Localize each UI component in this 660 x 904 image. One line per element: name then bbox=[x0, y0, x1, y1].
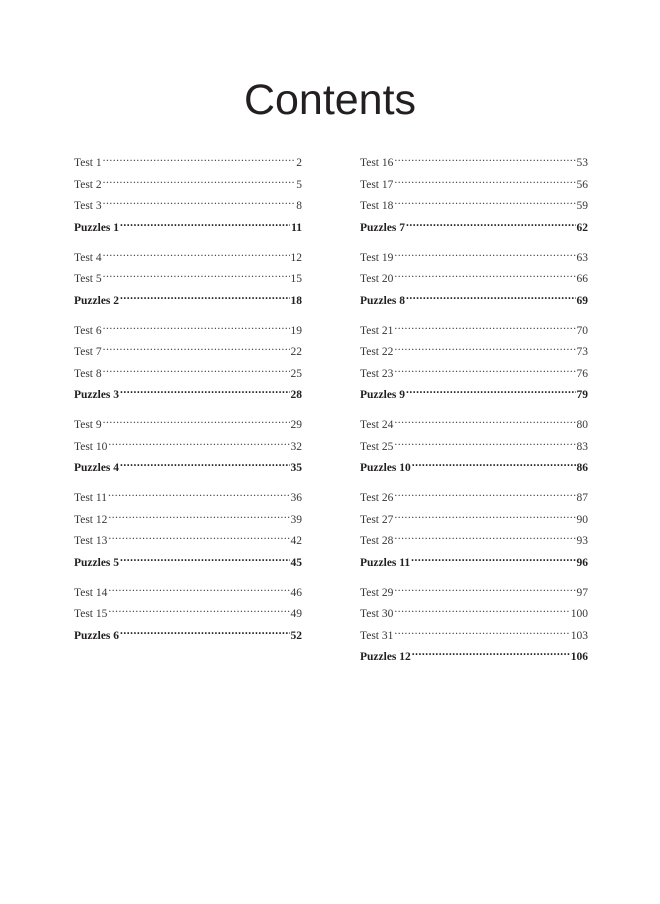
toc-entry-page-number: 63 bbox=[576, 251, 588, 261]
toc-dot-leader bbox=[412, 644, 570, 660]
toc-dot-leader bbox=[406, 382, 575, 398]
toc-test-entry bbox=[74, 580, 302, 596]
toc-entry-page-number: 49 bbox=[290, 608, 302, 617]
toc-dot-leader bbox=[394, 361, 575, 377]
toc-dot-leader bbox=[394, 601, 569, 617]
toc-entry-label: Test 21 bbox=[360, 324, 394, 334]
toc-dot-leader bbox=[120, 550, 289, 566]
toc-right-column bbox=[360, 150, 588, 674]
toc-dot-leader bbox=[103, 266, 290, 282]
toc-test-entry bbox=[74, 150, 302, 166]
toc-entry-label: Test 5 bbox=[74, 273, 102, 282]
toc-test-entry bbox=[360, 318, 588, 334]
toc-entry-page-number: 103 bbox=[570, 629, 588, 639]
toc-entry-label: Test 26 bbox=[360, 492, 394, 501]
toc-dot-leader bbox=[394, 507, 575, 523]
toc-entry-page-number: 56 bbox=[576, 178, 588, 188]
toc-dot-leader bbox=[103, 150, 296, 166]
toc-entry-page-number: 96 bbox=[576, 556, 588, 566]
toc-entry-label: Puzzles 7 bbox=[360, 221, 406, 231]
toc-test-entry bbox=[360, 172, 588, 188]
toc-entry-page-number: 29 bbox=[290, 419, 302, 428]
toc-entry-page-number: 90 bbox=[576, 513, 588, 523]
toc-entry-label: Puzzles 4 bbox=[74, 462, 120, 471]
toc-test-entry bbox=[360, 528, 588, 544]
toc-entry-label: Test 27 bbox=[360, 513, 394, 523]
toc-entry-page-number: 8 bbox=[296, 200, 302, 209]
toc-entry-label: Test 16 bbox=[360, 157, 394, 166]
toc-entry-label: Test 4 bbox=[74, 251, 102, 261]
toc-test-entry bbox=[360, 580, 588, 596]
toc-entry-page-number: 46 bbox=[290, 586, 302, 596]
toc-test-entry bbox=[74, 361, 302, 377]
toc-test-entry bbox=[360, 601, 588, 617]
toc-entry-label: Test 7 bbox=[74, 346, 102, 355]
toc-dot-leader bbox=[394, 193, 575, 209]
toc-entry-page-number: 25 bbox=[290, 367, 302, 377]
toc-puzzles-entry bbox=[360, 455, 588, 471]
toc-dot-leader bbox=[394, 318, 575, 334]
toc-entry-page-number: 97 bbox=[576, 586, 588, 596]
toc-entry-page-number: 70 bbox=[576, 324, 588, 334]
toc-entry-label: Test 28 bbox=[360, 535, 394, 544]
toc-dot-leader bbox=[108, 601, 289, 617]
toc-test-entry bbox=[74, 412, 302, 428]
toc-entry-page-number: 66 bbox=[576, 273, 588, 282]
toc-dot-leader bbox=[108, 528, 289, 544]
toc-test-entry bbox=[74, 528, 302, 544]
toc-entry-page-number: 52 bbox=[290, 629, 302, 639]
toc-entry-page-number: 76 bbox=[576, 367, 588, 377]
toc-dot-leader bbox=[406, 215, 575, 231]
toc-dot-leader bbox=[103, 412, 290, 428]
toc-entry-label: Puzzles 10 bbox=[360, 462, 411, 471]
toc-entry-label: Test 6 bbox=[74, 324, 102, 334]
toc-test-entry bbox=[74, 601, 302, 617]
toc-entry-page-number: 11 bbox=[291, 221, 302, 231]
toc-puzzles-entry bbox=[74, 288, 302, 304]
toc-entry-page-number: 80 bbox=[576, 419, 588, 428]
toc-entry-page-number: 45 bbox=[290, 556, 302, 566]
toc-test-entry bbox=[360, 339, 588, 355]
toc-test-entry bbox=[74, 318, 302, 334]
toc-entry-label: Test 12 bbox=[74, 513, 108, 523]
toc-entry-label: Test 30 bbox=[360, 608, 394, 617]
toc-test-entry bbox=[74, 172, 302, 188]
toc-puzzles-entry bbox=[360, 550, 588, 566]
toc-dot-leader bbox=[394, 580, 575, 596]
toc-entry-label: Puzzles 12 bbox=[360, 651, 411, 660]
toc-entry-label: Test 13 bbox=[74, 535, 108, 544]
toc-entry-page-number: 100 bbox=[570, 608, 588, 617]
toc-entry-page-number: 12 bbox=[290, 251, 302, 261]
toc-entry-page-number: 69 bbox=[576, 294, 588, 304]
toc-test-entry bbox=[74, 339, 302, 355]
toc-test-entry bbox=[74, 434, 302, 450]
toc-dot-leader bbox=[394, 339, 575, 355]
toc-dot-leader bbox=[108, 580, 289, 596]
toc-dot-leader bbox=[108, 434, 289, 450]
toc-entry-label: Test 2 bbox=[74, 178, 102, 188]
toc-dot-leader bbox=[394, 172, 575, 188]
toc-entry-label: Test 8 bbox=[74, 367, 102, 377]
toc-dot-leader bbox=[394, 266, 575, 282]
toc-entry-page-number: 36 bbox=[290, 492, 302, 501]
toc-puzzles-entry bbox=[360, 288, 588, 304]
toc-entry-page-number: 28 bbox=[290, 389, 302, 398]
toc-test-entry bbox=[360, 361, 588, 377]
toc-puzzles-entry bbox=[74, 455, 302, 471]
toc-dot-leader bbox=[411, 550, 575, 566]
toc-entry-label: Test 22 bbox=[360, 346, 394, 355]
toc-entry-label: Puzzles 11 bbox=[360, 556, 411, 566]
toc-entry-page-number: 5 bbox=[296, 178, 302, 188]
toc-test-entry bbox=[360, 193, 588, 209]
toc-test-entry bbox=[74, 266, 302, 282]
toc-dot-leader bbox=[103, 193, 296, 209]
page-title: Contents bbox=[243, 76, 417, 124]
toc-entry-page-number: 15 bbox=[290, 273, 302, 282]
toc-dot-leader bbox=[406, 288, 575, 304]
toc-left-column bbox=[74, 150, 302, 653]
toc-test-entry bbox=[74, 507, 302, 523]
toc-test-entry bbox=[360, 266, 588, 282]
toc-entry-page-number: 93 bbox=[576, 535, 588, 544]
toc-puzzles-entry bbox=[74, 550, 302, 566]
toc-test-entry bbox=[360, 412, 588, 428]
toc-entry-page-number: 87 bbox=[576, 492, 588, 501]
toc-dot-leader bbox=[394, 412, 575, 428]
toc-test-entry bbox=[360, 150, 588, 166]
toc-dot-leader bbox=[394, 623, 569, 639]
toc-dot-leader bbox=[120, 288, 289, 304]
toc-entry-label: Test 31 bbox=[360, 629, 394, 639]
toc-entry-page-number: 106 bbox=[570, 651, 588, 660]
toc-dot-leader bbox=[394, 434, 575, 450]
toc-entry-label: Test 18 bbox=[360, 200, 394, 209]
toc-dot-leader bbox=[103, 339, 290, 355]
toc-entry-label: Test 24 bbox=[360, 419, 394, 428]
toc-dot-leader bbox=[108, 485, 290, 501]
toc-entry-page-number: 32 bbox=[290, 440, 302, 450]
toc-entry-page-number: 35 bbox=[290, 462, 302, 471]
toc-dot-leader bbox=[103, 245, 290, 261]
toc-entry-label: Test 29 bbox=[360, 586, 394, 596]
toc-dot-leader bbox=[108, 507, 289, 523]
toc-entry-page-number: 19 bbox=[290, 324, 302, 334]
toc-entry-page-number: 39 bbox=[290, 513, 302, 523]
toc-entry-page-number: 53 bbox=[576, 157, 588, 166]
toc-entry-label: Test 15 bbox=[74, 608, 108, 617]
toc-test-entry bbox=[74, 245, 302, 261]
toc-dot-leader bbox=[120, 455, 289, 471]
toc-dot-leader bbox=[120, 623, 289, 639]
toc-dot-leader bbox=[394, 528, 575, 544]
toc-entry-label: Puzzles 8 bbox=[360, 294, 406, 304]
toc-puzzles-entry bbox=[74, 215, 302, 231]
toc-entry-page-number: 22 bbox=[290, 346, 302, 355]
toc-test-entry bbox=[74, 193, 302, 209]
toc-entry-label: Puzzles 5 bbox=[74, 556, 120, 566]
toc-test-entry bbox=[360, 485, 588, 501]
toc-entry-label: Test 20 bbox=[360, 273, 394, 282]
toc-test-entry bbox=[360, 623, 588, 639]
toc-puzzles-entry bbox=[74, 382, 302, 398]
toc-entry-label: Test 25 bbox=[360, 440, 394, 450]
toc-entry-page-number: 86 bbox=[576, 462, 588, 471]
toc-entry-label: Puzzles 2 bbox=[74, 294, 120, 304]
toc-entry-label: Test 1 bbox=[74, 157, 102, 166]
toc-entry-page-number: 83 bbox=[576, 440, 588, 450]
toc-test-entry bbox=[360, 434, 588, 450]
toc-puzzles-entry bbox=[360, 644, 588, 660]
toc-dot-leader bbox=[412, 455, 576, 471]
toc-entry-label: Puzzles 3 bbox=[74, 389, 120, 398]
toc-puzzles-entry bbox=[360, 215, 588, 231]
toc-dot-leader bbox=[103, 318, 290, 334]
toc-entry-page-number: 79 bbox=[576, 389, 588, 398]
toc-dot-leader bbox=[120, 215, 290, 231]
toc-test-entry bbox=[360, 507, 588, 523]
toc-entry-label: Puzzles 6 bbox=[74, 629, 120, 639]
toc-entry-label: Test 17 bbox=[360, 178, 394, 188]
toc-dot-leader bbox=[394, 245, 575, 261]
toc-entry-label: Test 19 bbox=[360, 251, 394, 261]
toc-entry-label: Test 14 bbox=[74, 586, 108, 596]
toc-puzzles-entry bbox=[360, 382, 588, 398]
toc-entry-label: Test 11 bbox=[74, 492, 107, 501]
toc-test-entry bbox=[74, 485, 302, 501]
toc-entry-label: Test 3 bbox=[74, 200, 102, 209]
toc-dot-leader bbox=[103, 172, 296, 188]
toc-test-entry bbox=[360, 245, 588, 261]
toc-entry-page-number: 62 bbox=[576, 221, 588, 231]
toc-dot-leader bbox=[394, 150, 575, 166]
toc-entry-label: Puzzles 9 bbox=[360, 389, 406, 398]
toc-entry-label: Test 10 bbox=[74, 440, 108, 450]
toc-entry-page-number: 2 bbox=[296, 157, 302, 166]
toc-entry-page-number: 18 bbox=[290, 294, 302, 304]
toc-entry-label: Test 23 bbox=[360, 367, 394, 377]
toc-dot-leader bbox=[103, 361, 290, 377]
toc-entry-page-number: 59 bbox=[576, 200, 588, 209]
toc-puzzles-entry bbox=[74, 623, 302, 639]
toc-entry-label: Test 9 bbox=[74, 419, 102, 428]
toc-entry-page-number: 73 bbox=[576, 346, 588, 355]
toc-entry-label: Puzzles 1 bbox=[74, 221, 120, 231]
toc-dot-leader bbox=[120, 382, 289, 398]
toc-entry-page-number: 42 bbox=[290, 535, 302, 544]
toc-dot-leader bbox=[394, 485, 575, 501]
